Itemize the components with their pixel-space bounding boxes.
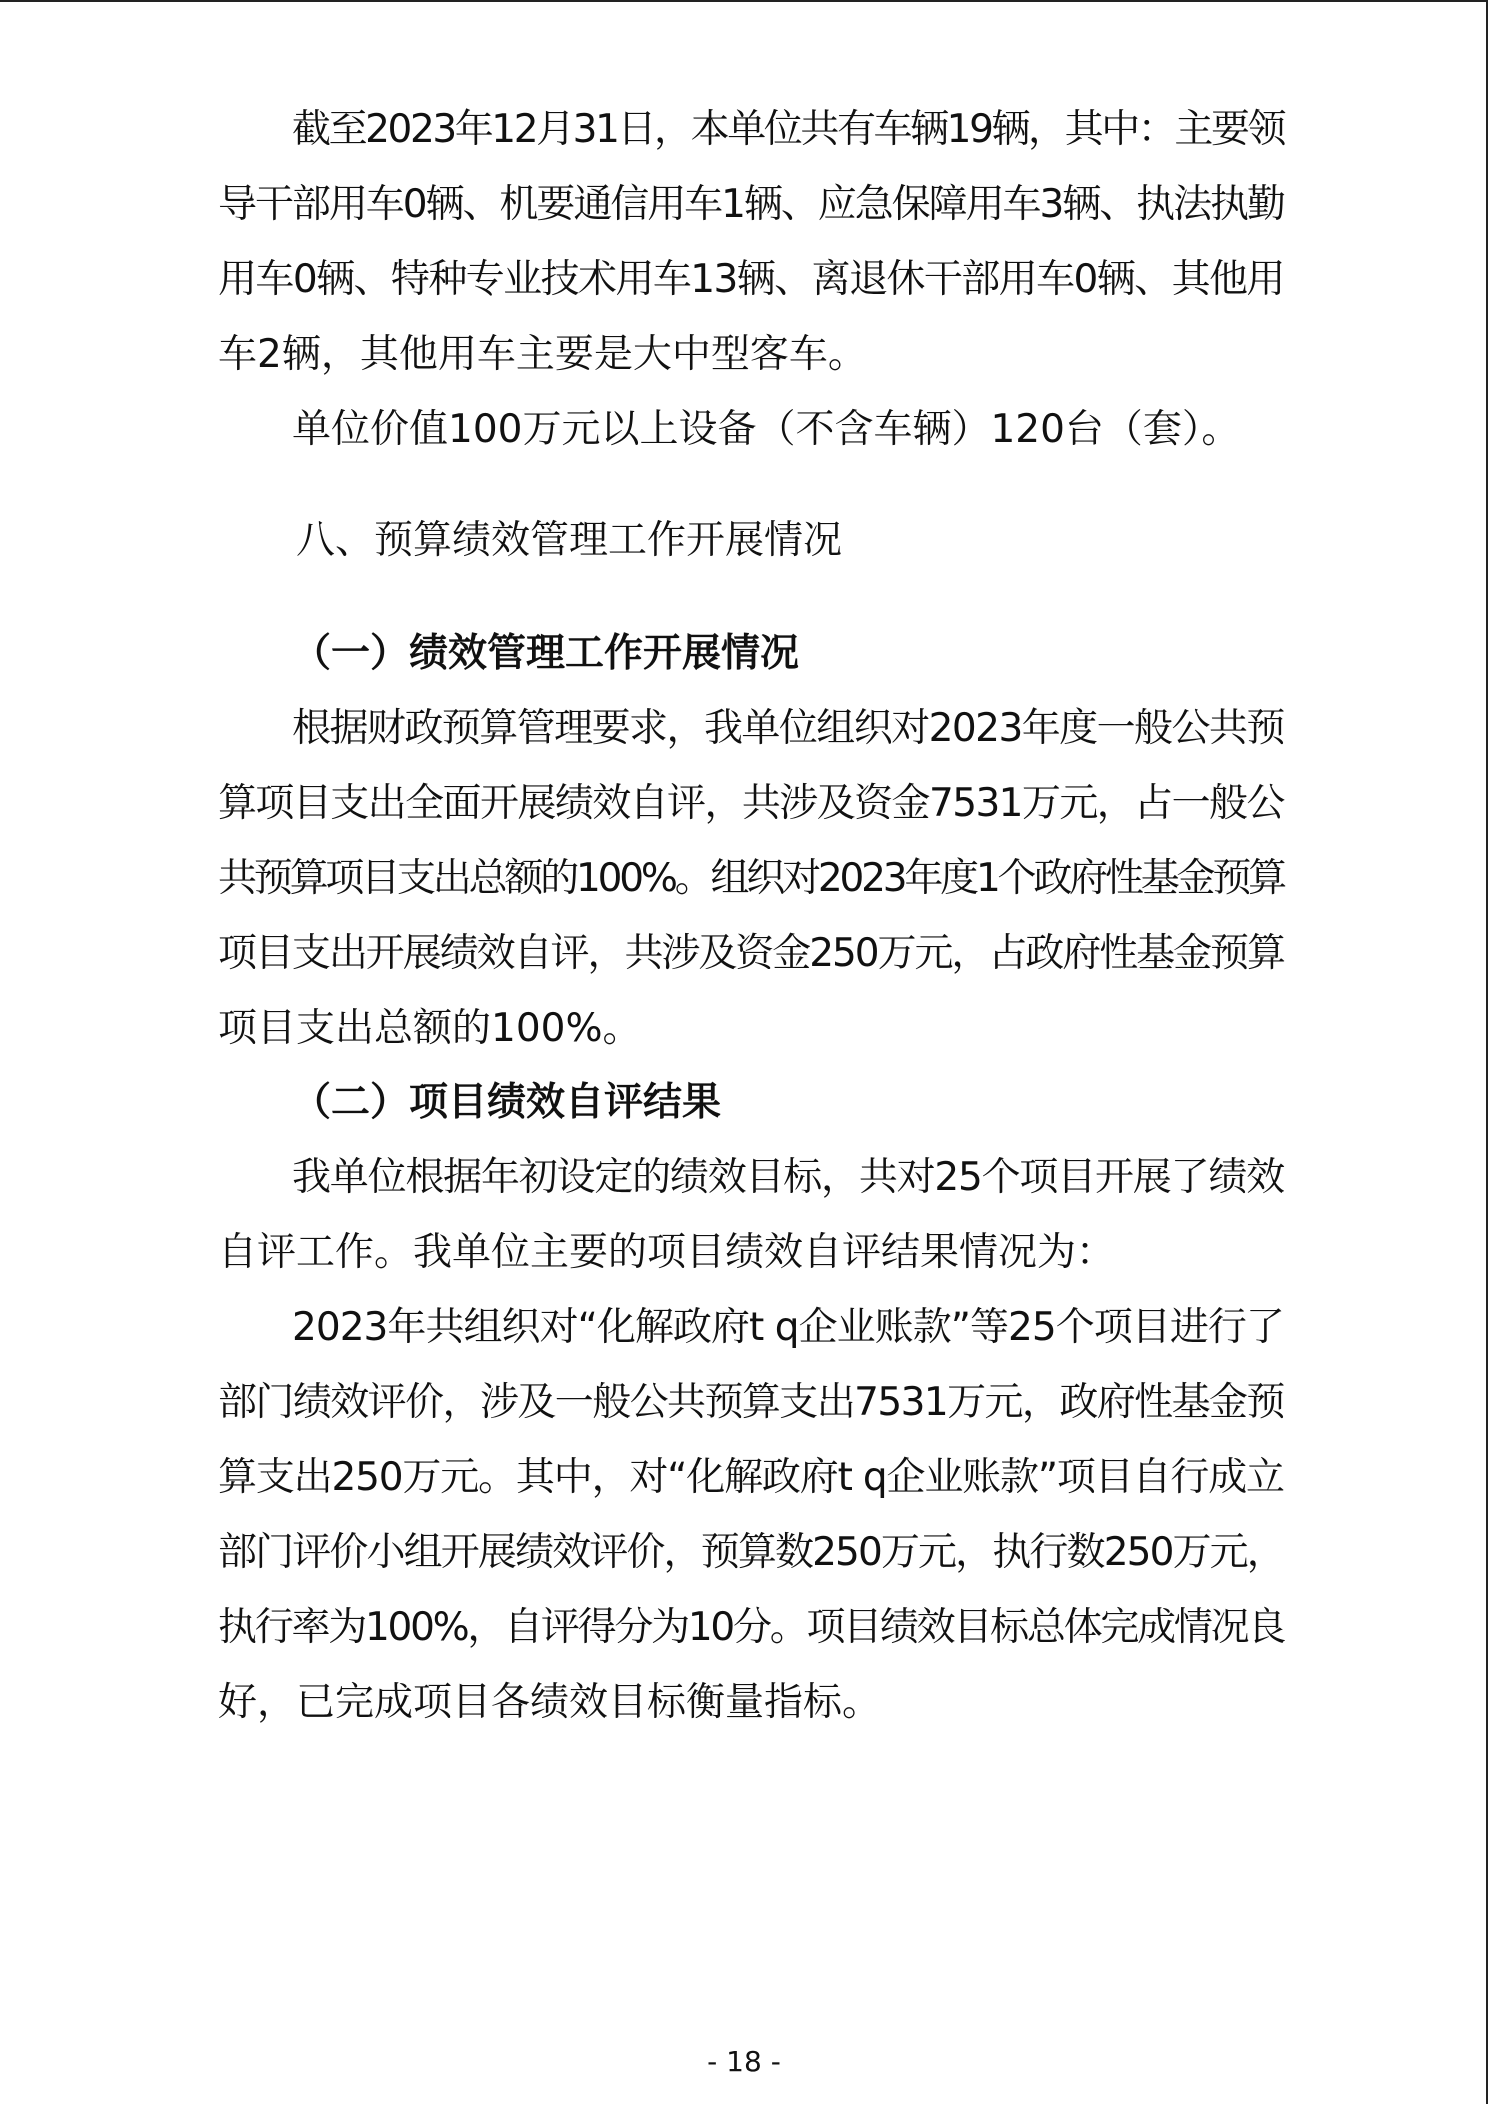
paragraph-line: 算项目支出全面开展绩效自评，共涉及资金7531万元，占一般公 (218, 781, 1284, 826)
paragraph-line: 我单位根据年初设定的绩效目标，共对25个项目开展了绩效 (292, 1155, 1284, 1200)
paragraph-line: 导干部用车0辆、机要通信用车1辆、应急保障用车3辆、执法执勤 (218, 182, 1284, 227)
paragraph-line: 截至2023年12月31日，本单位共有车辆19辆，其中：主要领 (292, 107, 1285, 152)
page-number: - 18 - (707, 2045, 781, 2078)
paragraph-line: 执行率为100%，自评得分为10分。项目绩效目标总体完成情况良 (218, 1605, 1285, 1650)
paragraph-line: 好，已完成项目各绩效目标衡量指标。 (218, 1680, 882, 1725)
paragraph-line: 车2辆，其他用车主要是大中型客车。 (218, 332, 867, 377)
paragraph-line: 算支出250万元。其中，对“化解政府t q企业账款”项目自行成立 (218, 1455, 1284, 1500)
paragraph-line: 单位价值100万元以上设备（不含车辆）120台（套）。 (292, 407, 1241, 452)
paragraph-line: 根据财政预算管理要求，我单位组织对2023年度一般公共预 (292, 706, 1284, 751)
paragraph-line: 用车0辆、特种专业技术用车13辆、离退休干部用车0辆、其他用 (218, 257, 1284, 302)
paragraph-line: 部门评价小组开展绩效评价，预算数250万元，执行数250万元， (218, 1530, 1284, 1575)
paragraph-line: 2023年共组织对“化解政府t q企业账款”等25个项目进行了 (292, 1305, 1284, 1350)
section-heading: 八、预算绩效管理工作开展情况 (296, 518, 843, 563)
subsection-heading: （二）项目绩效自评结果 (292, 1080, 722, 1125)
paragraph-line: 项目支出总额的100%。 (218, 1006, 642, 1051)
paragraph-line: 项目支出开展绩效自评，共涉及资金250万元，占政府性基金预算 (218, 931, 1284, 976)
paragraph-line: 自评工作。我单位主要的项目绩效自评结果情况为： (218, 1230, 1116, 1275)
paragraph-line: 共预算项目支出总额的100%。组织对2023年度1个政府性基金预算 (218, 856, 1284, 901)
subsection-heading: （一）绩效管理工作开展情况 (292, 631, 800, 676)
paragraph-line: 部门绩效评价，涉及一般公共预算支出7531万元，政府性基金预 (218, 1380, 1284, 1425)
